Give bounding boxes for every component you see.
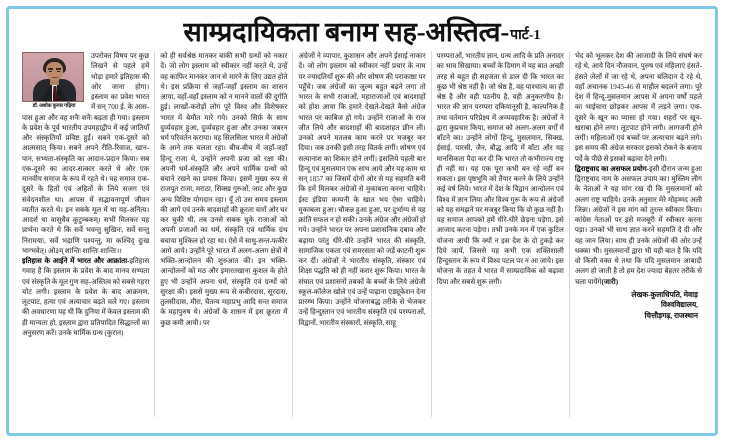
portrait-eyebrow-right [56,68,61,70]
article-column-2 [154,51,292,417]
paragraph: को ही सर्वश्रेष्ठ मानकर बाकी सभी ग्रन्थों को नकार दें। जो लोग इस्लाम को स्वीकार नहीं करते थे, उन्हें वह काफिर मानकर जान से मारने के लिए उद्यत होते थे। इस प्रक्रिया से जहाँ-जहाँ इस्लाम का शासन आया, वहाँ-वहाँ इस्लाम को न मानने वालों की दुर्गति हुई। लाखों-करोड़ों लोग पूरे विश्व और विशेषकर भारत में बेमौत मारे गये। उनको सिर्फ़ के साथ दुर्व्यवहार हुआ, दुर्व्यवहार हुआ और उनका जबरन धर्म परिवर्तन कराया। यह सिलसिला भारत में अंग्रेजों के आने तक चलता रहा। बीच-बीच में जहाँ-जहाँ हिन्दू राजा थे, उन्होंने अपनी प्रजा को रक्षा की। अपनी धर्म-संस्कृति और अपने धार्मिक ग्रन्थों को बचाने रखने का प्रयास किया। इसमें मुख्य रूप से राजपूत राजा, मराठा, सिक्ख गुरुओं, जाट और कुछ अन्य विशिष्ट योगदान रहा। यूँ तो उस समय इस्लाम की आगे एवं उनके बादशाहों की क्रूरता चारों ओर घर कर चुकी थी, तब उनसे सबक चुके राजाओं को अपनी प्रजाओं का धर्म, संस्कृति एवं धार्मिक ग्रंथ बचाया मुश्किल हो रहा था। ऐसे में साधु-सन्त-फकीर आगे आये। उन्होंने पूरे भारत में अलग-अलग क्षेत्रों में भक्ति-आन्दोलन की शुरुआत की। इन भक्ति-आन्दोलनों को मठ और इमारतखाना कुशल के होते हुए भी उन्होंने अपना धर्म, संस्कृति एवं ग्रन्थों को सुरक्षा की। इससे मुख्य रूप से कबीरदास, सूरदास, तुलसीदास, मीरा, चैतन्य महाप्रभु आदि सन्त समाज के महापुरुष थे। अंग्रेजों के शासन में इस क्रूरता में कुछ कमी आयी। पर [160,52,288,327]
author-figure [22,52,86,110]
run-in-subheading: इतिहास के आईने में भारत और आक्रांता- [22,257,130,265]
portrait-eye-left [49,71,52,73]
portrait-eyebrow-left [48,68,53,70]
paragraph: अंग्रेजों ने व्यापार, कुशासन और अपने ईसाई नाकार दें। जो लोग इस्लाम को स्वीकार नहीं प्रचार के नाम पर ज्यादतियाँ शुरू की और शोषण की पराकाष्ठा पर पहुँचे। जब अंग्रेजों का जुल्म बहुत बढ़ने लगा तो भारत के सभी राजाओं, महाराजाओं एवं बादशाहों को होश आया कि हमारे देखते-देखते कैसे अंग्रेज भारत पर काबिज हो गये। उन्होंने राजाओं के राज जीत लिये और बादशाहों की बादशाहत छीन ली। उनको अपने मतलब काम करने पर मजबूर कर दिया। जब उनकी इसी तरह वितर्क लगीं। शोषण एवं सत्यानाश का शिकार होने लगीं। इसलिये पहली बार हिन्दू एवं मुसलमान एक साथ आये और यह काम था सन् 1857 का जिसमें दोनों ओर से यह सहमति बनी कि हमें मिलकर अंग्रेजों से मुकाबला करना चाहिये। ईस्ट इंडिया कम्पनी के खात भय ऐसा चाहिये। मुकाबला हुआ। चौकन्न हुआ हुआ, पर दुर्भाग्य से यह क्रांति सफल न हो सकी। उनके अंग्रेज और अंग्रेजों हो गये। उन्होंने भारत पर अपना प्रशासनिक दबाव और बढ़ाया परंतु धीरे-धीरे उन्होंने भारत की संस्कृति, सामाजिक एकता एवं समरसता को जड़ें काटनी शुरू कर दीं। अंग्रेजों ने भारतीय संस्कृति, संस्कार एवं शिक्षा पद्धति को ही नहीं करार शुरू किया। भारत के संघात एवं प्रशासनों तबकों के बच्चों के लिये अंग्रेजी स्कूल-कॉलेज खोले एवं उन्हें पाढ़ाना एड्यूकेशन देना प्रारम्भ किया। उन्होंने योजनाबद्ध तरीके से भेजकर उन्हें हिन्दुस्तान एवं भारतीय संस्कृति एवं परम्पराओं, विद्वानों, भारतीय संस्कारों, संस्कृति, साहू [298,52,426,327]
author-portrait-photo [22,52,84,102]
article-columns [17,51,707,417]
paragraph: इतिहास के आईने में भारत और आक्रांता-इतिहास गवाह है कि इस्लाम के प्रवेश के बाद मानव सभ्यता एवं संस्कृति के मूल गुण सह-अस्तित्व को सबसे गहरा चोट लगी। इस्लाम के प्रवेश के बाद आक्रमण, लूटपाट, हत्या एवं अत्याचार बढ़ते चले गए। इस्लाम की अवधारणा यह थी कि दुनिया में केवल इस्लाम की ही मान्यता हो, इस्लाम द्वारा प्रतिपादित सिद्धान्तों का अनुसरण करें। उनके धार्मिक ग्रन्थ (कुरान) [22,257,150,337]
portrait-eye-right [57,71,60,73]
page-title: साम्प्रदायिकता बनाम सह-अस्तित्व- [183,17,510,47]
author-name-caption: डॉ. अशोक कुमार गढ़िया [32,103,76,109]
paragraph: द्विराष्ट्रवाद का असफल प्रयोग-इसी दौरान जन्म हुआ द्विराष्ट्रवाद नाम के असफल उपाय का। मुस्लिम लीग के नेताओं ने यह मांग रख दी कि मुसलमानों को अलग राष्ट्र चाहिये। उनके अनुसार मेरे मोहम्मद अली जिन्ना। अंग्रेजों ने इस मांग को तुरन्त स्वीकार किया। कांग्रेस नेताओं पर इसे मजबूरी में स्वीकार करना पड़ा। उनको भी साथ ज्ञात करने सहमति दे दी और यह जान लिया। साथ ही उनके अंग्रेजों की ओर उन्हें धक्का भी। मुसलमानों द्वारा भी यही बात है कि यदि वो किसी वक्त थे तथा कि यदि मुसलमान आबादी अलग हो जाती है तो हम देश ज्यादा बेहतर तरीके से चला पायेंगे(जारी) [574,164,703,286]
author-credit-line-3: चित्तौड़गढ़, राजस्थान [644,310,699,320]
paragraph: भेद को भूलकर देश की आजादी के लिये संघर्ष कर रहे थे, आये दिन नौजवान, पुरुष एवं महिलाएं हंसते-हंसते जेलों में जा रहे थे, अपना बलिदान दे रहे थे, वहाँ अचानक 1945-46 से माहौल बदलने लगा। पूरे देश में हिन्दू-मुसलमान आपस में अपना वर्षों पहले का भाईचारा छोड़कर आपस में लड़ने लगा। एक-दूसरे के खून का प्यासा हो गया। शहरों पर खून-खराबा होने लगा। लूटपाट होने लगी। आगजनी होने लगीं। महिलाओं एवं बच्चों पर अत्याचार बढ़ने लगे। इस समय की अंग्रेज सरकार इसको रोकने के बजाय पर्दे के पीछे से इसको बढ़ावा देने लगी। [574,52,703,163]
author-credit-line-2: विश्वविद्यालय, [661,300,699,310]
author-credit-line-1: लेखक-कुलाधिपति, मेवाड़ [631,289,699,299]
paragraph: उपरोक्त विषय पर कुछ लिखने से पहले हमें थोड़ा हमारे इतिहास की ओर जाना होगा। इस्लाम का प्रवेश भारत में सन् 700 ई. के आस-पास हुआ और वह शनैः शनैः बढ़ता ही गया। इस्लाम के प्रवेश के पूर्व भारतीय उपमहाद्वीप में कई जातियाँ और संस्कृतियाँ प्रविष्ट हुईं। सबने एक-दूसरे को आत्मसात् किया। सबने अपने रीति-रिवाज, खान-पान, सभ्यता-संस्कृति का आदान-प्रदान किया। सब एक-दूसरे का आदर-सत्कार करते थे और एक मानवीय समाज के रूप में रहते थे। यह समाज एक-दूसरे के हितों एवं अहितों के लिये सजग एवं संवेदनशील था। आपस में सद्भावनापूर्ण जीवन व्यतीत करते थे। इन सबके मूल में था यह-अनित्य। आदर्श था वासुधैव कुटुम्बकम्। सभी मिलकर यह प्रार्थना करते थे कि सर्वे भवन्तु सुखिनः, सर्वे सन्तु निरामयाः, सर्वे भद्राणि पश्यन्तु, मा कश्चिद् दुःख भाग्भवेत्। ओ३म् शान्तिः शान्तिः शान्तिः।। [22,52,150,255]
continued-marker: (जारी) [601,277,619,286]
article-column-4 [431,51,569,417]
article-content [9,9,715,433]
article-column-1 [17,51,154,417]
author-credit-block [575,290,702,322]
paragraph: परम्पराओं, भारतीय ज्ञान, ग्रन्थ आदि के प्रति अनादर का भाव सिखाया। बच्चों के दिमाग में यह बात अच्छी तरह से बहुत ही सहजता से डाल दी कि भारत का कुछ भी श्रेष्ठ नहीं है। जो श्रेष्ठ है, वह पाश्चात्य का ही श्रेष्ठ है और वही पठनीय है, वही अनुकरणीय है। भारत की ज्ञान परम्परा दकियानूसी है, काल्पनिक है तथा वर्तमान परिप्रेक्ष्य में अव्यवहारिक है। अंग्रेजों ने द्वारा कुप्रचार किया, समाज को अलग-अलग वर्गों में बाँटने का। उन्होंने लोगों हिन्दू, मुसलमान, सिक्ख, ईसाई, पारसी, जैन, बौद्ध आदि में बाँटा और यह मानसिकता पैदा कर दी कि भारत तो कभीराज्य राष्ट्र ही नहीं था। यह एक पूरा कभी बन रहे नहीं बन सकता। इस पृष्ठभूमि को तैयार करने के लिये उन्होंने कई वर्ष लिये। भारत में देश के विद्वान आन्दोलन एवं विश्व में ज्ञान लिया और विश्व गुरू के रूप से अंग्रेजों को यह समझने पर मजबूर किया कि वो कुछ नहीं है। यह समाज आपको हमें धीरे-धीरे छेड़ना पड़ेगा, इसे आजाद करना पड़ेगा। तभी उनके मन में एक कुटिल योजना आयी कि क्यों न इस देश के दो टुकड़े कर दिये जायें, जिससे यह कभी एक शक्तिशाली हिन्दुस्तान के रूप में विश्व पटल पर न आ जाये। इस योजना के तहत वे भारत में साम्प्रदायिक को बढ़ावा दिया और सबसे शुरू लगी। [436,52,564,286]
article-column-5 [569,51,707,417]
clipping-border-frame [6,6,718,436]
article-column-3 [292,51,430,417]
headline-part-label: पार्ट-1 [510,28,541,43]
headline-container [17,13,707,48]
run-in-subheading: द्विराष्ट्रवाद का असफल प्रयोग- [574,164,650,173]
